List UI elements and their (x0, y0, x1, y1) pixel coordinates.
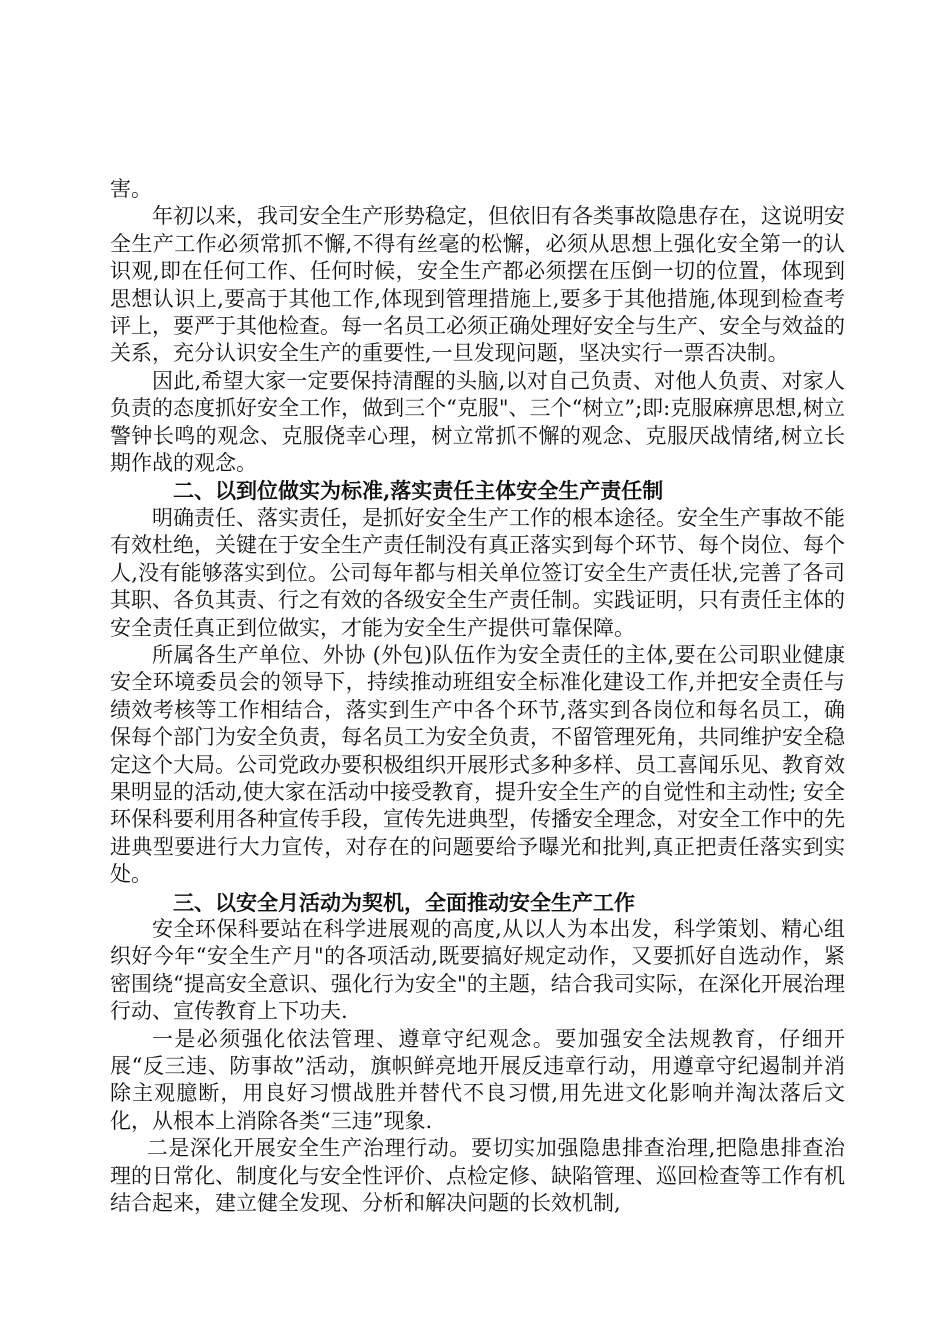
section-heading-2: 二、以到位做实为标准,落实责任主体安全生产责任制 (173, 478, 664, 504)
paragraph-responsibility: 明确责任、落实责任，是抓好安全生产工作的根本途径。安全生产事故不能有效杜绝，关键在于安全生产责任制没有真正落实到每个环节、每个岗位、每个人,没有能够落实到位。公司每年都与相关单位签订安全生产责任状,完善了各司其职、各负其责、行之有效的各级安全生产责任制。实践证明，只有责任主体的安全责任真正到位做实，才能为安全生产提供可靠保障。 (110, 505, 845, 640)
paragraph-safety-month: 安全环保科要站在科学进展观的高度,从以人为本出发，科学策划、精心组织好今年“安全生产月"的各项活动,既要搞好规定动作，又要抓好自选动作，紧密围绕“提高安全意识、强化行为安全"的主题，结合我司实际，在深化开展治理行动、宣传教育上下功夫. (110, 916, 845, 1024)
document-body (110, 176, 845, 1217)
paragraph-three-overcome: 因此,希望大家一定要保持清醒的头脑,以对自己负责、对他人负责、对家人负责的态度抓好安全工作，做到三个“克服"、三个“树立”;即:克服麻痹思想,树立警钟长鸣的观念、克服侥幸心理，树立常抓不懈的观念、克服厌战情绪,树立长期作战的观念。 (110, 368, 845, 476)
paragraph-units-responsibility: 所属各生产单位、外协 (外包)队伍作为安全责任的主体,要在公司职业健康安全环境委员会的领导下，持续推动班组安全标准化建设工作,并把安全责任与绩效考核等工作相结合，落实到生产中各个环节,落实到各岗位和每名员工，确保每个部门为安全负责，每名员工为安全负责，不留管理死角，共同维护安全稳定这个大局。公司党政办要积极组织开展形式多种多样、员工喜闻乐见、教育效果明显的活动,使大家在活动中接受教育，提升安全生产的自觉性和主动性; 安全环保科要利用各种宣传手段，宣传先进典型，传播安全理念，对安全工作中的先进典型要进行大力宣传，对存在的问题要给予曝光和批判,真正把责任落实到实处。 (110, 642, 845, 887)
paragraph-continuation: 害。 (110, 177, 152, 201)
paragraph-safety-situation: 年初以来，我司安全生产形势稳定，但依旧有各类事故隐患存在，这说明安全生产工作必须常抓不懈,不得有丝毫的松懈，必须从思想上强化安全第一的认识观,即在任何工作、任何时候，安全生产都必须摆在压倒一切的位置，体现到思想认识上,要高于其他工作,体现到管理措施上,要多于其他措施,体现到检查考评上，要严于其他检查。每一名员工必须正确处理好安全与生产、安全与效益的关系，充分认识安全生产的重要性,一旦发现问题，坚决实行一票否决制。 (110, 204, 845, 366)
paragraph-point-two: 二是深化开展安全生产治理行动。要切实加强隐患排查治理,把隐患排查治理的日常化、制度化与安全性评价、点检定修、缺陷管理、巡回检查等工作有机结合起来，建立健全发现、分析和解决问题的长效机制, (110, 1136, 845, 1216)
paragraph-point-one: 一是必须强化依法管理、遵章守纪观念。要加强安全法规教育，仔细开展“反三违、防事故”活动，旗帜鲜亮地开展反违章行动，用遵章守纪遏制并消除主观臆断，用良好习惯战胜并替代不良习惯,用先进文化影响并淘汰落后文化，从根本上消除各类“三违”现象. (110, 1026, 845, 1133)
section-heading-3: 三、以安全月活动为契机，全面推动安全生产工作 (173, 889, 635, 915)
